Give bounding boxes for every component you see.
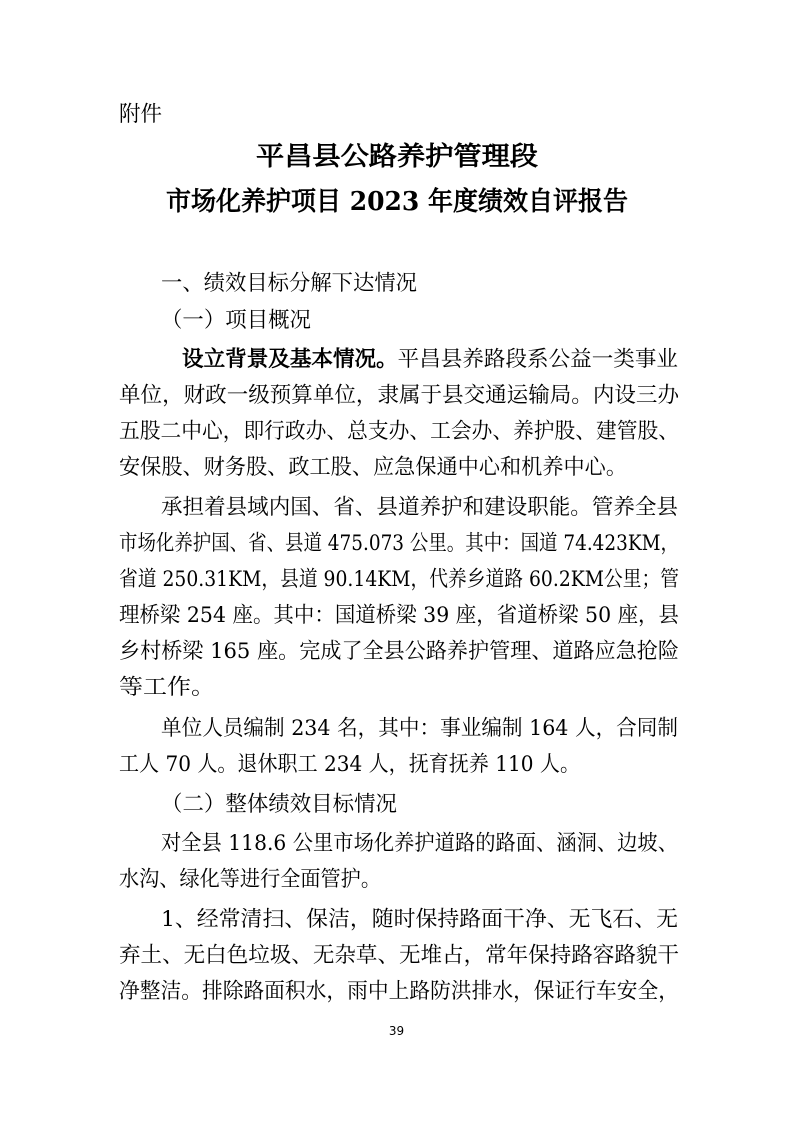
paragraph-line: 安保股、财务股、政工股、应急保通中心和机养中心。 (119, 455, 627, 480)
paragraph-line: 乡村桥梁 165 座。完成了全县公路养护管理、道路应急抢险 (119, 639, 679, 664)
paragraph-line: 设立背景及基本情况。平昌县养路段系公益一类事业 (182, 347, 678, 372)
subsection-heading-2: （二）整体绩效目标情况 (161, 792, 397, 817)
subsection-heading-1: （一）项目概况 (161, 308, 311, 333)
paragraph-line: 对全县 118.6 公里市场化养护道路的路面、涵洞、边坡、 (161, 831, 678, 856)
paragraph-lead: 设立背景及基本情况。 (182, 347, 398, 372)
paragraph-line: 水沟、绿化等进行全面管护。 (119, 867, 381, 892)
title-line-2: 市场化养护项目 2023 年度绩效自评报告 (166, 187, 628, 217)
paragraph-line: 弃土、无白色垃圾、无杂草、无堆占，常年保持路容路貌干 (119, 943, 679, 968)
title-line-1: 平昌县公路养护管理段 (256, 142, 538, 172)
paragraph-line: 省道 250.31KM，县道 90.14KM，代养乡道路 60.2KM公里；管 (119, 567, 679, 592)
page-number: 39 (388, 1024, 405, 1038)
attachment-label: 附件 (119, 102, 163, 127)
paragraph-line: 理桥梁 254 座。其中：国道桥梁 39 座，省道桥梁 50 座，县 (119, 603, 679, 628)
paragraph-line: 单位人员编制 234 名，其中：事业编制 164 人，合同制 (161, 716, 678, 741)
paragraph-line: 单位，财政一级预算单位，隶属于县交通运输局。内设三办 (119, 383, 679, 408)
paragraph-line: 工人 70 人。退休职工 234 人，抚育抚养 110 人。 (119, 752, 580, 777)
paragraph-line: 净整洁。排除路面积水，雨中上路防洪排水，保证行车安全， (119, 979, 679, 1004)
paragraph-line: 等工作。 (119, 675, 215, 700)
paragraph-line: 1、经常清扫、保洁，随时保持路面干净、无飞石、无 (161, 907, 678, 932)
paragraph-line: 市场化养护国、省、县道 475.073 公里。其中：国道 74.423KM， (119, 531, 679, 556)
paragraph-line: 五股二中心，即行政办、总支办、工会办、养护股、建管股、 (119, 419, 679, 444)
section-heading-1: 一、绩效目标分解下达情况 (161, 271, 417, 296)
paragraph-line: 承担着县域内国、省、县道养护和建设职能。管养全县 (161, 495, 678, 520)
